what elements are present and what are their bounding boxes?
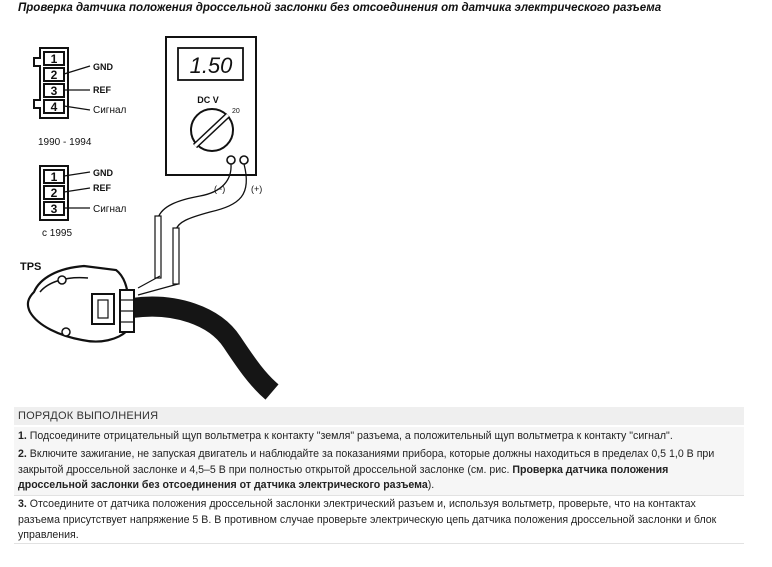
step-1-text: Подсоедините отрицательный щуп вольтметра к контакту "земля" разъема, а положительный щуп вольтметра к контакту "сигнал".	[26, 430, 673, 442]
wire-harness	[132, 307, 272, 392]
step-2-end: ).	[427, 479, 435, 491]
gnd-label-1990: GND	[93, 62, 113, 72]
ref-label-1995: REF	[93, 183, 111, 193]
pin-2-1995: 2	[50, 186, 58, 200]
caption-1990: 1990 - 1994	[38, 137, 92, 148]
pin-1-1990: 1	[50, 52, 58, 66]
step-1	[14, 427, 744, 445]
multimeter-mode: DC V	[197, 95, 219, 105]
gnd-label-1995: GND	[93, 168, 113, 178]
pin-3-1990: 3	[50, 84, 58, 98]
pin-3-1995: 3	[50, 202, 58, 216]
step-3-number: 3.	[18, 498, 27, 510]
tps-sensor	[20, 261, 134, 342]
signal-label-1995: Сигнал	[93, 204, 127, 215]
pin-4-1990: 4	[50, 100, 58, 114]
connector-1995	[40, 166, 127, 239]
pos-label: (+)	[251, 184, 263, 194]
step-2-text: Включите зажигание, не запуская двигатель и наблюдайте за показаниями прибора, которые должны находиться в пределах 0,5 1,0 В при закрытой дроссельной заслонке и 4,5–5 В при полностью открытой дроссельной заслонке (см. рис.	[18, 448, 715, 476]
step-2-figure-ref: Проверка датчика положения дроссельной заслонки без отсоединения от датчика электрического разъема	[18, 463, 669, 491]
neg-jack	[227, 156, 235, 164]
step-3-text: Отсоедините от датчика положения дроссельной заслонки электрический разъем и, используя вольтметр, проверьте, что на контактах разъема присутствует напряжение 5 В. В противном случае проверьте электрическую цепь датчика положения дроссельной заслонки и блок управления.	[18, 498, 717, 541]
step-3	[14, 495, 744, 543]
pin-2-1990: 2	[50, 68, 58, 82]
caption-1995: с 1995	[42, 228, 73, 239]
multimeter-display: 1.50	[189, 53, 233, 78]
steps-header: ПОРЯДОК ВЫПОЛНЕНИЯ	[14, 407, 744, 425]
signal-label-1990: Сигнал	[93, 105, 127, 116]
divider	[14, 543, 744, 544]
multimeter	[166, 37, 262, 194]
ref-label-1990: REF	[93, 85, 111, 95]
probes	[155, 216, 179, 284]
step-1-number: 1.	[18, 430, 27, 442]
pin-1-1995: 1	[50, 170, 58, 184]
step-2	[14, 445, 744, 495]
pos-jack	[240, 156, 248, 164]
neg-label: (−)	[214, 184, 226, 194]
connector-1990-1994	[34, 48, 127, 148]
step-2-number: 2.	[18, 448, 27, 460]
multimeter-range: 20	[232, 108, 240, 115]
page-title: Проверка датчика положения дроссельной заслонки без отсоединения от датчика электрического разъема	[18, 2, 662, 14]
tps-label: TPS	[20, 261, 42, 273]
